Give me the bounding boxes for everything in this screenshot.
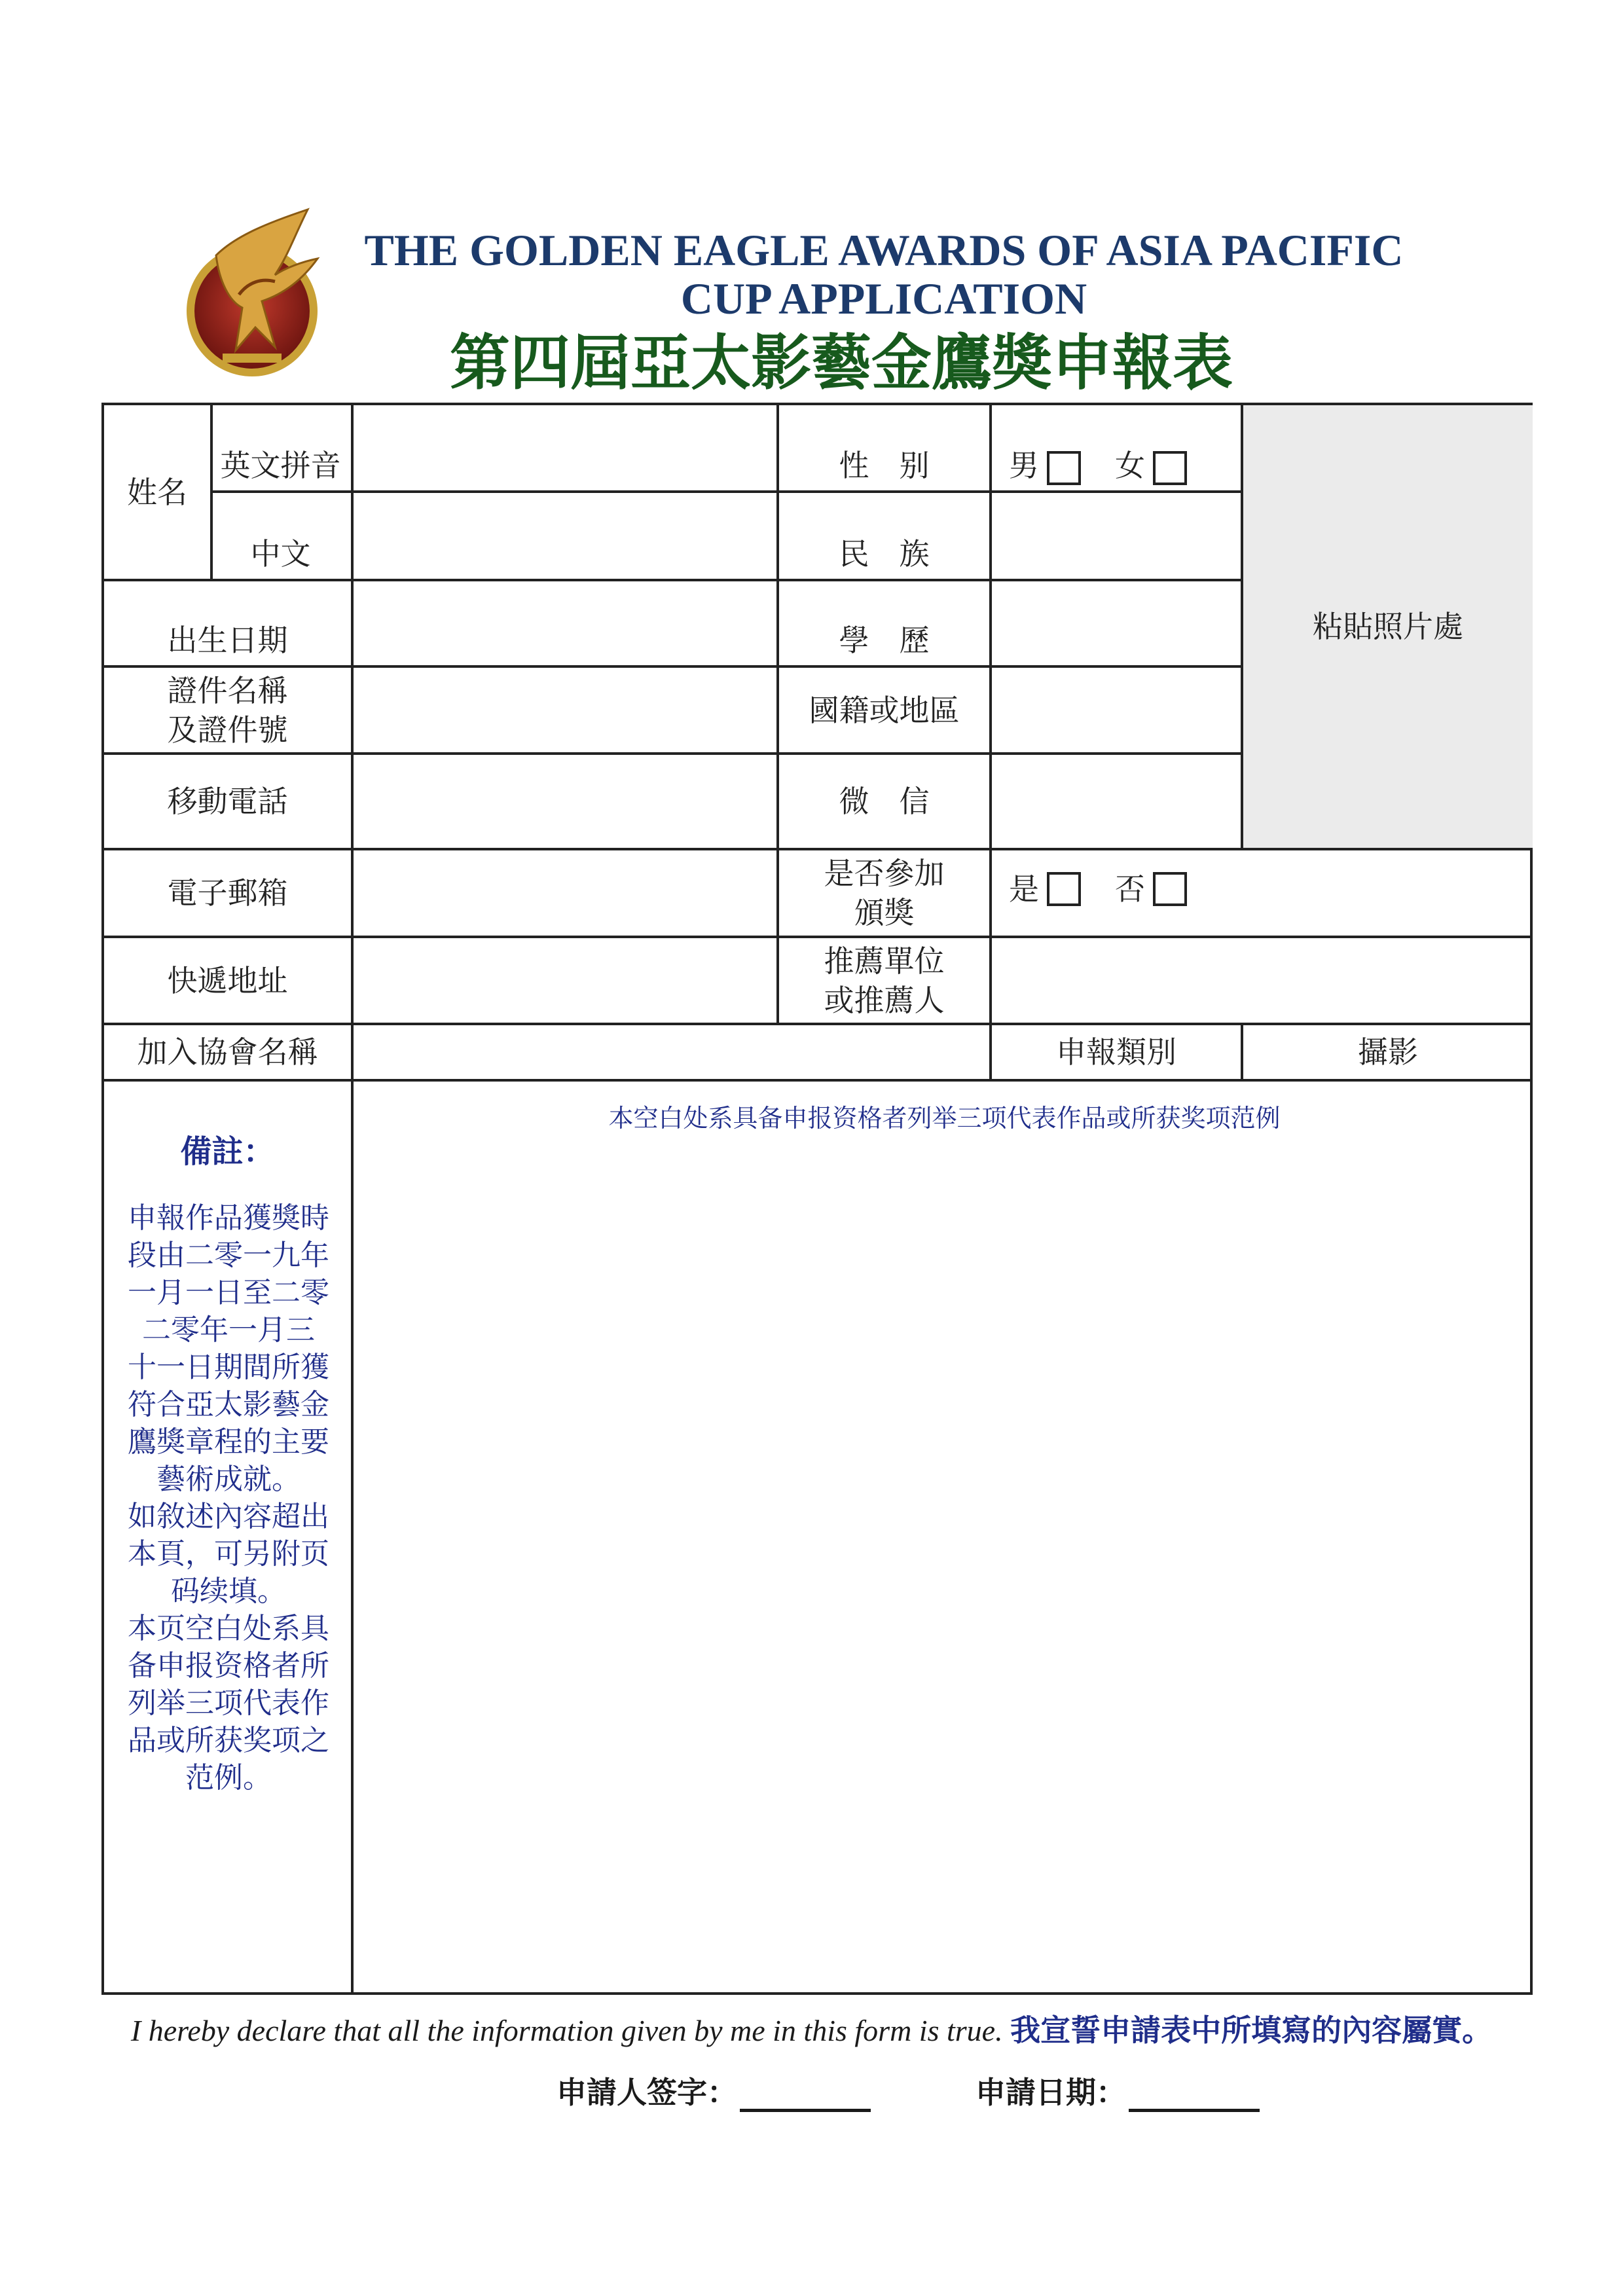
category-label: 申報類別 xyxy=(1056,1034,1176,1070)
gender-options xyxy=(992,405,1241,490)
no-checkbox[interactable] xyxy=(1153,872,1187,906)
id-label xyxy=(104,668,351,752)
signature-line[interactable] xyxy=(740,2073,871,2112)
nationality-input[interactable] xyxy=(992,668,1241,752)
wechat-label: 微 信 xyxy=(839,784,930,819)
id-input[interactable] xyxy=(354,668,776,752)
ethnicity-label: 民 族 xyxy=(839,536,930,572)
address-input[interactable] xyxy=(354,938,776,1023)
signature-label: 申請人签字： xyxy=(556,2075,737,2110)
declaration-cn: 我宣誓申請表中所填寫的內容屬實。 xyxy=(1010,2013,1493,2048)
female-label: 女 xyxy=(1115,448,1145,483)
works-textarea[interactable] xyxy=(354,1140,1533,1992)
date-field xyxy=(976,2069,1260,2112)
title-en-line1: THE GOLDEN EAGLE AWARDS OF ASIA PACIFIC xyxy=(364,225,1404,275)
no-label: 否 xyxy=(1115,871,1145,907)
notes-section xyxy=(104,1082,1533,1995)
recommender-label-line1: 推薦單位 xyxy=(824,943,945,979)
category-value: 攝影 xyxy=(1358,1034,1418,1070)
notes-line: 如敘述內容超出 xyxy=(128,1500,329,1533)
gender-label: 性 别 xyxy=(839,448,930,483)
yes-checkbox[interactable] xyxy=(1047,872,1081,906)
photo-placeholder[interactable]: 粘貼照片處 xyxy=(1313,609,1463,644)
notes-line: 品或所获奖项之 xyxy=(128,1724,329,1757)
notes-line: 二零年一月三 xyxy=(142,1313,315,1347)
ceremony-options xyxy=(992,850,1533,936)
pinyin-label: 英文拼音 xyxy=(220,448,341,483)
ceremony-label-line1: 是否參加 xyxy=(824,856,945,891)
notes-line: 码续填。 xyxy=(171,1575,286,1608)
chinese-name-label: 中文 xyxy=(250,536,311,572)
ethnicity-input[interactable] xyxy=(992,493,1241,579)
declaration xyxy=(0,2010,1623,2051)
name-label: 姓名 xyxy=(127,474,187,510)
notes-line: 本頁，可另附页 xyxy=(128,1537,329,1571)
birth-input[interactable] xyxy=(354,581,776,665)
recommender-input[interactable] xyxy=(992,938,1533,1023)
wechat-input[interactable] xyxy=(992,755,1241,848)
works-blank-hint: 本空白处系具备申报资格者列举三项代表作品或所获奖项范例 xyxy=(608,1104,1281,1133)
notes-line: 申報作品獲獎時 xyxy=(128,1201,329,1235)
notes-line: 范例。 xyxy=(185,1761,272,1795)
recommender-label-line2: 或推薦人 xyxy=(824,982,945,1018)
chinese-name-input[interactable] xyxy=(354,493,776,579)
notes-line: 十一日期間所獲 xyxy=(128,1351,329,1384)
birth-label: 出生日期 xyxy=(167,623,288,658)
notes-line: 一月一日至二零 xyxy=(128,1276,329,1309)
title-cn: 第四屆亞太影藝金鷹獎申報表 xyxy=(449,328,1233,398)
declaration-en: I hereby declare that all the information given by me in this form is true. xyxy=(130,2014,1011,2047)
application-form xyxy=(101,403,1533,1995)
date-line[interactable] xyxy=(1129,2073,1260,2112)
notes-line: 段由二零一九年 xyxy=(128,1239,329,1272)
notes-line: 鷹獎章程的主要 xyxy=(128,1425,329,1459)
address-label: 快遞地址 xyxy=(167,962,288,998)
education-input[interactable] xyxy=(992,581,1241,665)
association-input[interactable] xyxy=(354,1025,989,1079)
mobile-input[interactable] xyxy=(354,755,776,848)
female-checkbox[interactable] xyxy=(1153,451,1187,485)
notes-line: 列举三项代表作 xyxy=(128,1686,329,1720)
ceremony-label-line2: 頒獎 xyxy=(854,895,915,930)
male-label: 男 xyxy=(1009,448,1039,483)
notes-line: 本页空白处系具 xyxy=(128,1612,329,1645)
id-label-line1: 證件名稱 xyxy=(167,672,288,708)
notes-line: 符合亞太影藝金 xyxy=(128,1388,329,1421)
notes-line: 备申报资格者所 xyxy=(128,1649,329,1683)
male-checkbox[interactable] xyxy=(1047,451,1081,485)
recommender-label xyxy=(779,938,989,1023)
association-label: 加入協會名稱 xyxy=(137,1034,318,1070)
yes-label: 是 xyxy=(1009,871,1039,907)
pinyin-input[interactable] xyxy=(354,405,776,490)
education-label: 學 歷 xyxy=(839,623,930,658)
id-label-line2: 及證件號 xyxy=(167,712,288,748)
mobile-label: 移動電話 xyxy=(167,784,288,819)
email-label: 電子郵箱 xyxy=(167,875,288,911)
notes-title: 備註： xyxy=(180,1133,275,1170)
notes-body xyxy=(124,1199,333,1796)
email-input[interactable] xyxy=(354,850,776,936)
title-en-line2: CUP APPLICATION xyxy=(680,274,1087,323)
notes-line: 藝術成就。 xyxy=(156,1463,301,1496)
nationality-label: 國籍或地區 xyxy=(809,692,960,728)
date-label: 申請日期： xyxy=(976,2075,1126,2110)
signature-field xyxy=(556,2069,871,2112)
ceremony-label xyxy=(779,850,989,936)
